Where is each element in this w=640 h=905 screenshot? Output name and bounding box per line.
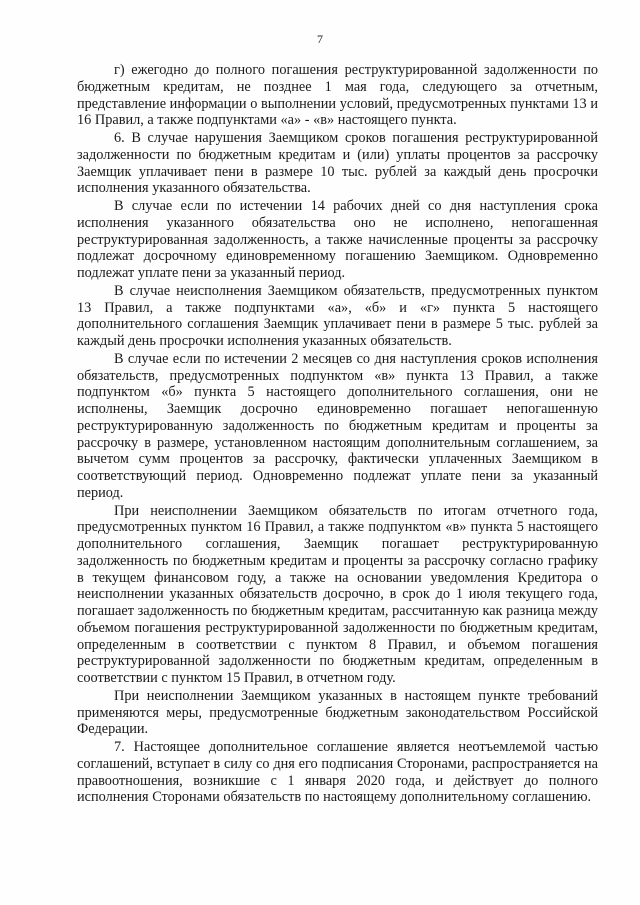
page-number: 7	[317, 32, 323, 46]
paragraph-two-months: В случае если по истечении 2 месяцев со дня наступления сроков исполнения обязательств, предусмотренных подпунктом «в» пункта 13 Правил, а также подпунктом «б» пункта 5 настоящего дополнительного соглашения, они не исполнены, Заемщик досрочно единовременно погашает непогашенную реструктурированную задолженность по бюджетным кредитам и проценты за рассрочку в размере, установленном настоящим дополнительным соглашением, за вычетом сумм процентов за рассрочку, фактически уплаченных Заемщиком в соответствующий период. Одновременно подлежат уплате пени за указанный период.	[77, 350, 598, 501]
paragraph-obligations-penalty: В случае неисполнения Заемщиком обязательств, предусмотренных пунктом 13 Правил, а также подпунктами «а», «б» и «г» пункта 5 настоящего дополнительного соглашения Заемщик уплачивает пени в размере 5 тыс. рублей за каждый день просрочки исполнения указанных обязательств.	[77, 282, 598, 349]
paragraph-budget-measures: При неисполнении Заемщиком указанных в настоящем пункте требований применяются меры, предусмотренные бюджетным законодательством Российской Федерации.	[77, 687, 598, 738]
document-body	[77, 62, 598, 806]
paragraph-7-effect: 7. Настоящее дополнительное соглашение является неотъемлемой частью соглашений, вступает в силу со дня его подписания Сторонами, распространяется на правоотношения, возникшие с 1 января 2020 года, и действует до полного исполнения Сторонами обязательств по настоящему дополнительному соглашению.	[77, 739, 598, 806]
paragraph-5g-reporting: г) ежегодно до полного погашения реструктурированной задолженности по бюджетным кредитам, не позднее 1 мая года, следующего за отчетным, представление информации о выполнении условий, предусмотренных пунктами 13 и 16 Правил, а также подпунктами «а» - «в» настоящего пункта.	[77, 62, 598, 129]
paragraph-reporting-year: При неисполнении Заемщиком обязательств по итогам отчетного года, предусмотренных пунктом 16 Правил, а также подпунктом «в» пункта 5 настоящего дополнительного соглашения, Заемщик погашает реструктурированную задолженность по бюджетным кредитам и проценты за рассрочку согласно графику в текущем финансовом году, а также на основании уведомления Кредитора о неисполнении указанных обязательств досрочно, в срок до 1 июля текущего года, погашает задолженность по бюджетным кредитам, рассчитанную как разница между объемом погашения реструктурированной задолженности по бюджетным кредитам, определенным в соответствии с пунктом 8 Правил, и объемом погашения реструктурированной задолженности по бюджетным кредитам, определенным в соответствии с пунктом 15 Правил, в отчетном году.	[77, 502, 598, 686]
paragraph-6-penalty: 6. В случае нарушения Заемщиком сроков погашения реструктурированной задолженности по бюджетным кредитам и (или) уплаты процентов за рассрочку Заемщик уплачивает пени в размере 10 тыс. рублей за каждый день просрочки исполнения указанного обязательства.	[77, 130, 598, 197]
paragraph-early-repayment: В случае если по истечении 14 рабочих дней со дня наступления срока исполнения указанного обязательства оно не исполнено, непогашенная реструктурированная задолженность, а также начисленные проценты за рассрочку подлежат досрочному единовременному погашению Заемщиком. Одновременно подлежат уплате пени за указанный период.	[77, 198, 598, 281]
